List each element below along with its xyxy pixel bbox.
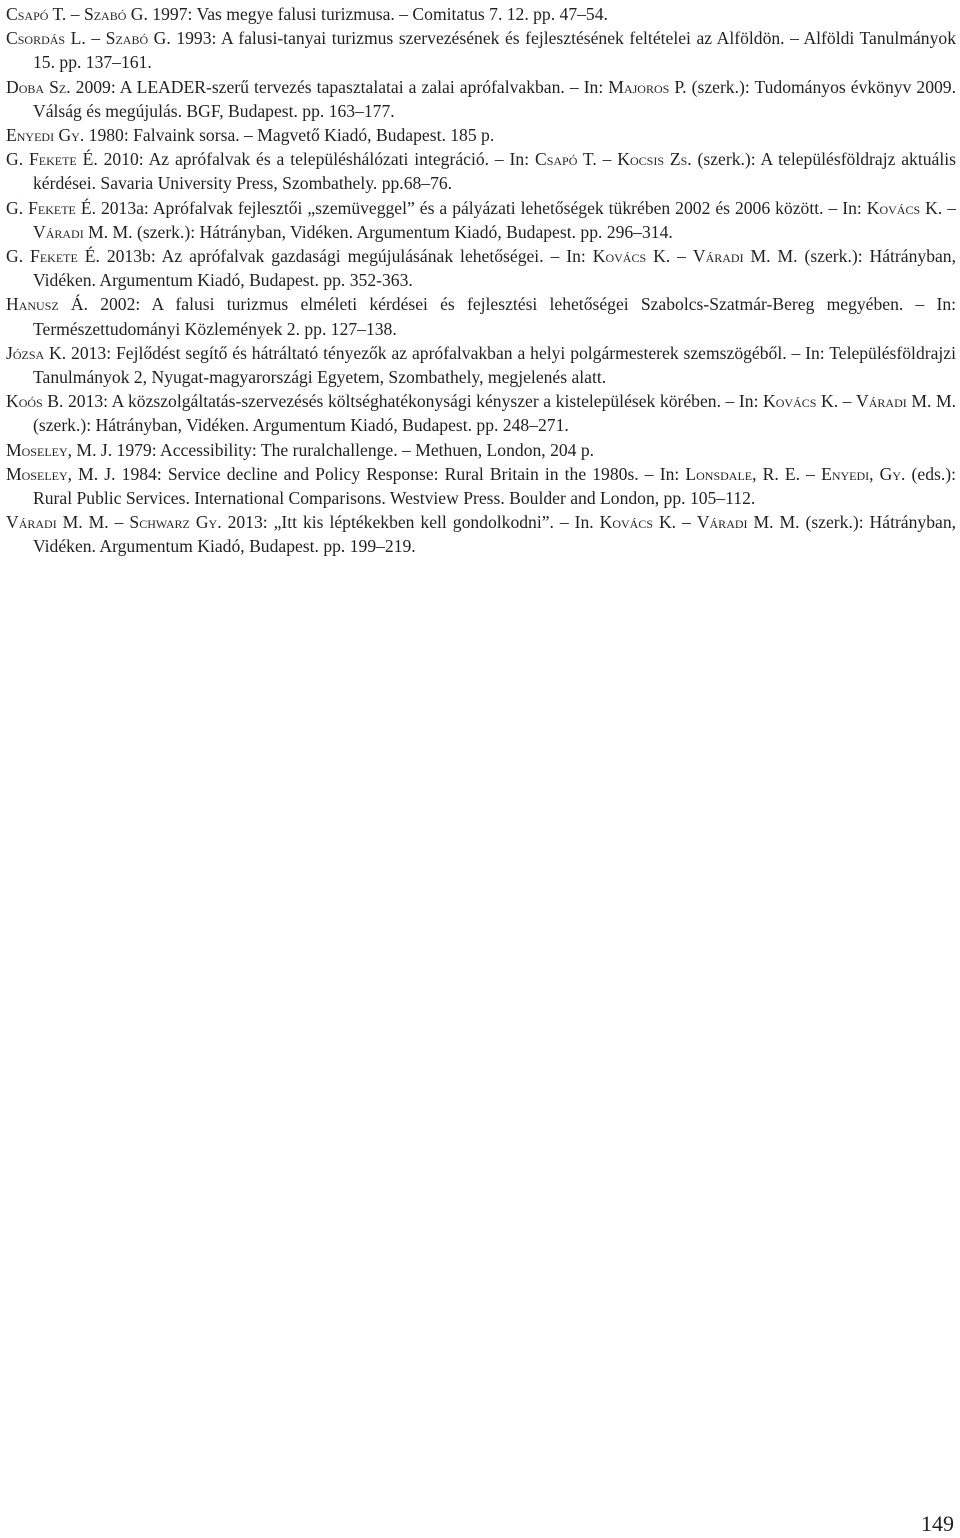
author-name: Enyedi, Gy. [821,463,906,484]
reference-text: 1980: Falvaink sorsa. – Magvető Kiadó, Budapest. 185 p. [84,125,495,146]
author-name: Koós B. [6,391,64,412]
author-name: Kovács K. [592,246,671,267]
author-name: Fekete É. [28,197,96,218]
author-name: Doba Sz. [6,76,71,97]
author-name: Váradi M. M. [33,221,133,242]
author-name: Váradi M. M. [692,246,798,267]
reference-text: (szerk.): Hátrányban, Vidéken. Argumentum Kiadó, Budapest. pp. 352-363. [33,246,956,291]
reference-text: G. [6,197,29,218]
author-name: Józsa K. [6,342,67,363]
reference-text: 2013: „Itt kis léptékekben kell gondolkodni”. – In. [221,512,600,533]
reference-text: – [66,4,84,24]
reference-entry [6,389,956,437]
reference-entry [6,341,956,389]
reference-text: 2013a: Aprófalvak fejlesztői „szemüveggel” és a pályázati lehetőségek tükrében 2002 és 2006 között. – In: [95,197,867,218]
reference-entry [6,123,956,147]
reference-entry [6,196,956,244]
reference-text: (szerk.): A településföldrajz aktuális kérdései. Savaria University Press, Szombathely. pp.68–76. [33,149,956,194]
reference-text: – [108,512,130,533]
author-name: Fekete É. [28,149,98,170]
reference-entry [6,292,956,340]
page-number: 149 [921,1511,954,1536]
author-name: Kovács K. [599,512,677,533]
reference-text: (szerk.): Hátrányban, Vidéken. Argumentum Kiadó, Budapest. pp. 296–314. [132,221,673,242]
reference-entry [6,26,956,74]
reference-text: (szerk.): Hátrányban, Vidéken. Argumentum Kiadó, Budapest. pp. 199–219. [33,512,957,557]
reference-entry [6,147,956,195]
reference-entry [6,510,956,558]
author-name: Moseley, M. J. [6,463,116,484]
reference-text: – [800,463,822,484]
reference-text: – [942,197,956,218]
reference-text: 2010: Az aprófalvak és a településhálózati integráció. – In: [97,149,535,170]
reference-text: 2013: Fejlődést segítő és hátráltató tényezők az aprófalvakban a helyi polgármesterek szemszögéből. – In: Településföldrajzi Tanulmányok 2, Nyugat-magyarországi Egyetem, Szombathely, megjelenés alatt. [33,342,956,388]
author-name: Kocsis Zs. [617,149,692,170]
reference-text: – [676,512,697,533]
author-name: Szabó G. [83,4,148,24]
reference-text: 2013b: Az aprófalvak gazdasági megújulásának lehetőségei. – In: [99,246,593,267]
author-name: Lonsdale, R. E. [685,463,801,484]
author-name: Kovács K. [866,197,943,218]
author-name: Szabó G. [105,28,171,49]
reference-text: – [838,391,857,412]
reference-entry [6,462,956,510]
reference-text: 2009: A LEADER-szerű tervezés tapasztalatai a zalai aprófalvakban. – In: [70,76,609,97]
author-name: Váradi M. M. [856,391,956,412]
author-name: Hanusz Á. [6,294,89,315]
reference-entry [6,438,956,462]
reference-entry [6,2,956,26]
author-name: Váradi M. M. [696,512,800,533]
reference-text: 1997: Vas megye falusi turizmusa. – Comitatus 7. 12. pp. 47–54. [147,4,608,24]
reference-text: (szerk.): Tudományos évkönyv 2009. Válság és megújulás. BGF, Budapest. pp. 163–177. [33,76,957,121]
reference-text: 2013: A közszolgáltatás-szervezésés költséghatékonysági kényszer a kistelepülések körében. – In: [63,391,764,412]
reference-text: 1993: A falusi-tanyai turizmus szervezésének és fejlesztésének feltételei az Alföldön. – Alföldi Tanulmányok 15. pp. 137–161. [33,28,956,73]
reference-text: G. [6,149,29,170]
reference-text: 2002: A falusi turizmus elméleti kérdései és fejlesztési lehetőségei Szabolcs-Szatmár-Bereg megyében. – In: Természettudományi Közlemények 2. pp. 127–138. [33,294,957,339]
reference-text: – [670,246,693,267]
author-name: Schwarz Gy. [129,512,222,533]
reference-text: 1984: Service decline and Policy Response: Rural Britain in the 1980s. – In: [115,463,686,484]
reference-text: – [85,28,106,49]
author-name: Majoros P. [608,76,687,97]
reference-text: (eds.): Rural Public Services. International Comparisons. Westview Press. Boulder and London, pp. 105–112. [33,463,957,509]
reference-text: G. [6,246,31,267]
author-name: Enyedi Gy. [6,125,85,146]
reference-entry [6,75,956,123]
author-name: Csapó T. [6,4,67,24]
author-name: Kovács K. [763,391,839,412]
author-name: Csapó T. [534,149,597,170]
reference-list [6,2,956,559]
reference-text: – [596,149,618,170]
reference-text: (szerk.): Hátrányban, Vidéken. Argumentum Kiadó, Budapest. pp. 248–271. [33,415,569,436]
reference-entry [6,244,956,292]
reference-text: 1979: Accessibility: The ruralchallenge. – Methuen, London, 204 p. [112,439,595,460]
author-name: Váradi M. M. [6,512,109,533]
author-name: Moseley, M. J. [6,439,113,460]
author-name: Csordás L. [6,28,86,49]
author-name: Fekete É. [30,246,100,267]
